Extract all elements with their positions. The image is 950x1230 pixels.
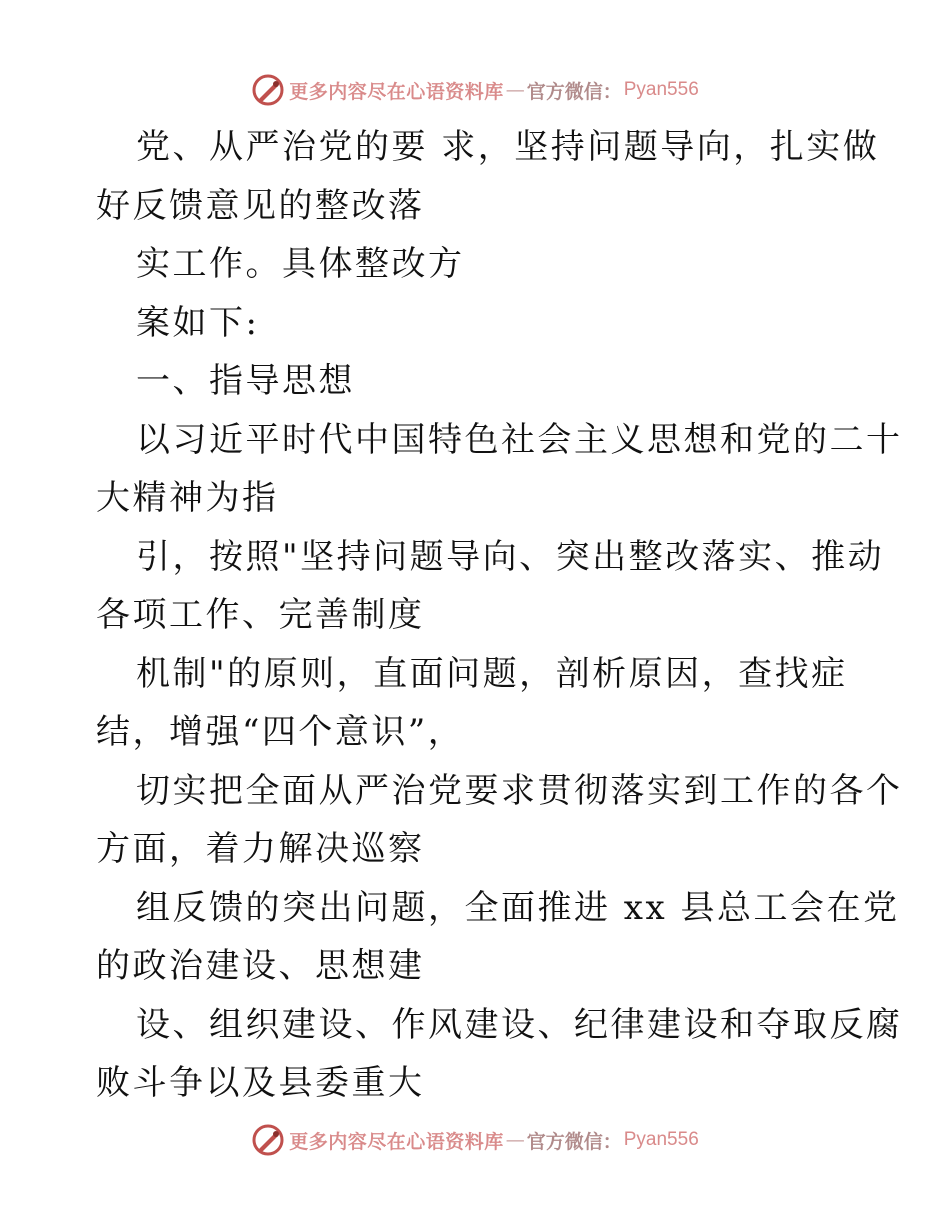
header-separator: — [505, 79, 525, 101]
text-line: 案如下: [136, 302, 260, 343]
text-line: 机制"的原则，直面问题，剖析原因，查找症 [136, 653, 848, 694]
text-line: 实工作。具体整改方 [136, 244, 465, 284]
footer-wechat-label: 官方微信： [526, 1130, 622, 1153]
text-line: 好反馈意见的整改落 [96, 185, 425, 226]
text-line: 的政治建设、思想建 [96, 946, 425, 986]
footer-banner [0, 1120, 950, 1160]
footer-separator: — [505, 1129, 525, 1151]
text-line: 以习近平时代中国特色社会主义思想和党的二十 [136, 419, 903, 460]
header-wechat-id: Pyan556 [623, 79, 699, 100]
footer-wechat-id: Pyan556 [623, 1129, 699, 1150]
text-line: 设、组织建设、作风建设、纪律建设和夺取反腐 [136, 1004, 903, 1045]
header-banner [0, 70, 950, 110]
header-banner-text: 更多内容尽在心语资料库 [289, 80, 504, 103]
text-line: 引，按照"坚持问题导向、突出整改落实、推动 [136, 536, 885, 577]
header-wechat-label: 官方微信： [526, 80, 622, 103]
footer-banner-text: 更多内容尽在心语资料库 [289, 1130, 504, 1153]
text-line: 败斗争以及县委重大 [96, 1063, 425, 1103]
quill-logo-icon [251, 73, 285, 107]
text-line: 切实把全面从严治党要求贯彻落实到工作的各个 [136, 770, 903, 811]
quill-logo-icon [251, 1123, 285, 1157]
text-line: 大精神为指 [96, 478, 279, 518]
document-body [96, 118, 903, 1113]
text-line: 方面，着力解决巡察 [96, 829, 425, 869]
text-line: 各项工作、完善制度 [96, 595, 425, 635]
section-heading: 一、指导思想 [136, 361, 355, 401]
text-line: 组反馈的突出问题，全面推进 xx 县总工会在党 [136, 887, 900, 928]
text-line: 党、从严治党的要 求，坚持问题导向，扎实做 [136, 127, 880, 167]
text-line: 结，增强“四个意识”， [96, 712, 465, 752]
